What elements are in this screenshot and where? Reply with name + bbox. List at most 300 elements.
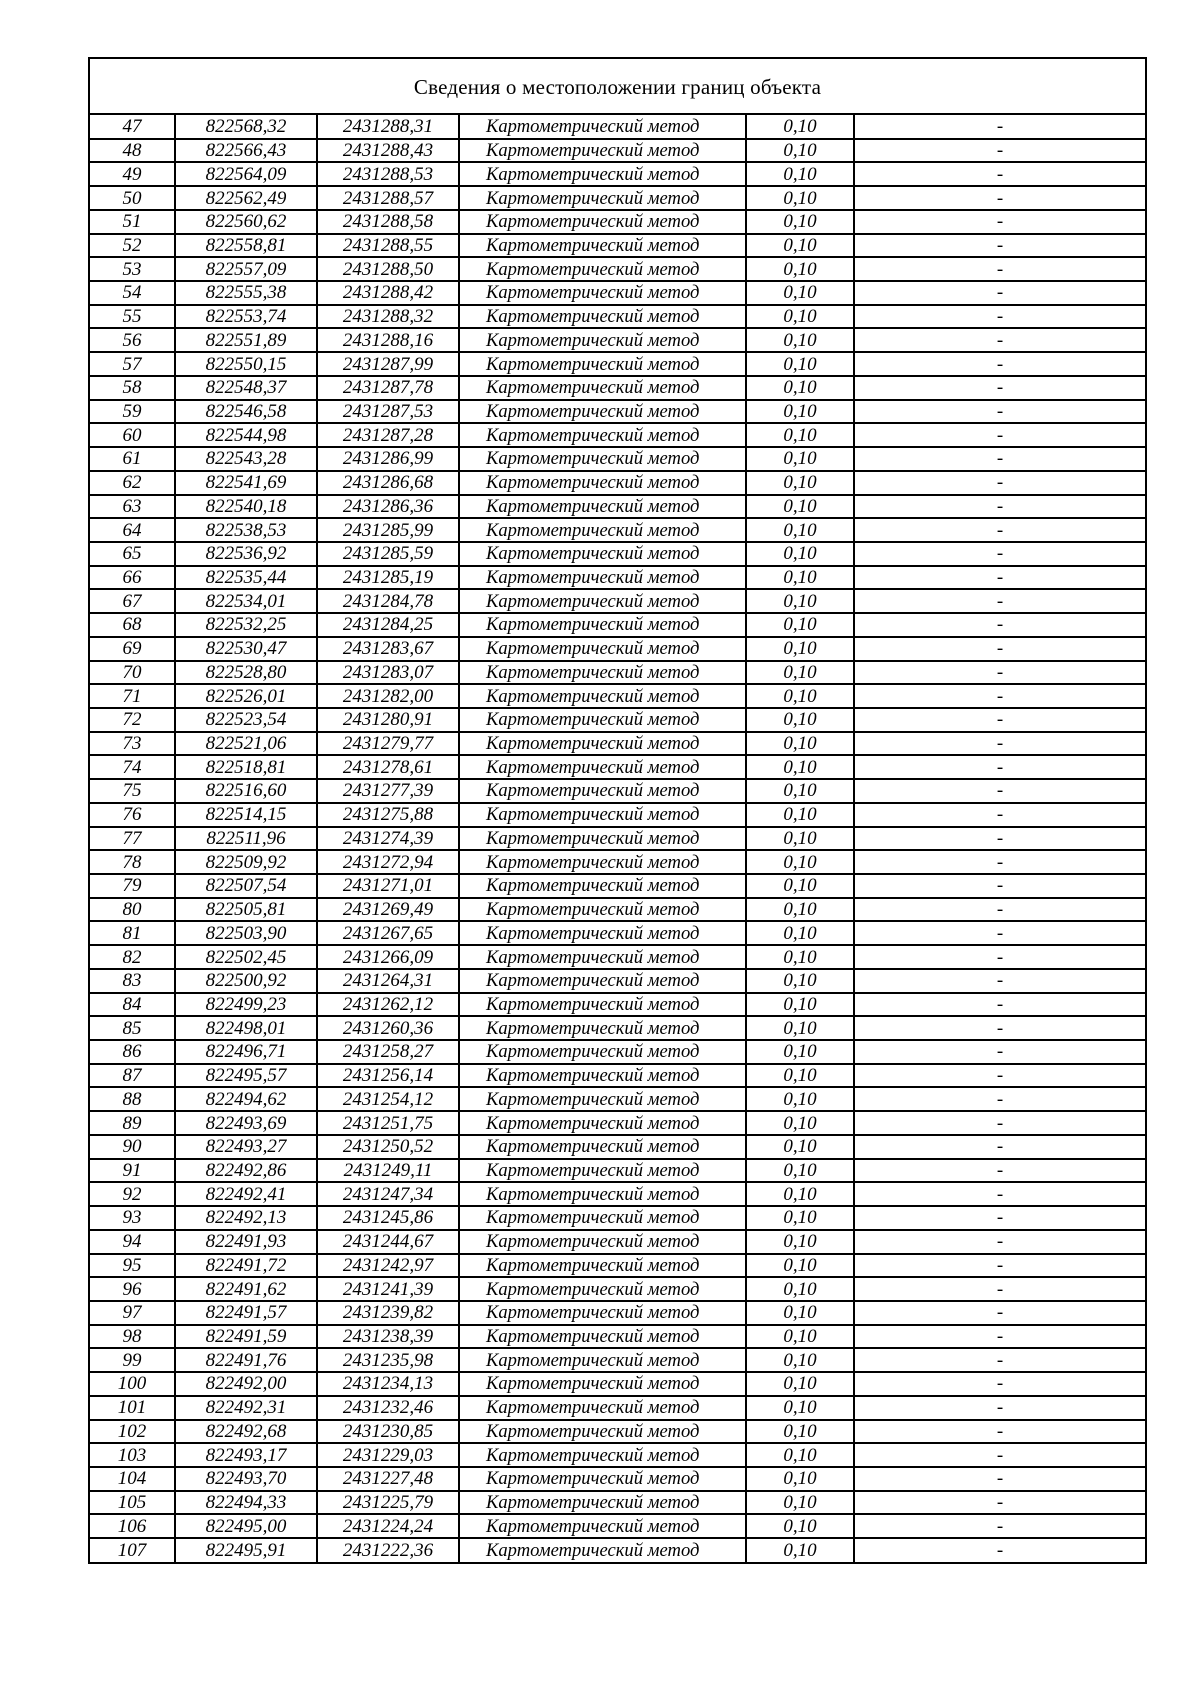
accuracy-cell: 0,10 (746, 637, 854, 661)
description-cell: - (854, 850, 1145, 874)
y-coordinate-cell: 2431224,24 (317, 1514, 459, 1538)
y-coordinate-cell: 2431242,97 (317, 1254, 459, 1278)
description-cell: - (854, 566, 1145, 590)
accuracy-cell: 0,10 (746, 969, 854, 993)
y-coordinate-cell: 2431256,14 (317, 1064, 459, 1088)
accuracy-cell: 0,10 (746, 1277, 854, 1301)
accuracy-cell: 0,10 (746, 1064, 854, 1088)
accuracy-cell: 0,10 (746, 1040, 854, 1064)
y-coordinate-cell: 2431274,39 (317, 827, 459, 851)
table-row (90, 1230, 1145, 1254)
x-coordinate-cell: 822493,70 (175, 1467, 317, 1491)
table-row (90, 850, 1145, 874)
description-cell: - (854, 471, 1145, 495)
description-cell: - (854, 613, 1145, 637)
point-number-cell: 77 (90, 827, 175, 851)
point-number-cell: 105 (90, 1491, 175, 1515)
method-cell: Картометрический метод (459, 1491, 746, 1515)
y-coordinate-cell: 2431280,91 (317, 708, 459, 732)
method-cell: Картометрический метод (459, 400, 746, 424)
accuracy-cell: 0,10 (746, 1420, 854, 1444)
x-coordinate-cell: 822557,09 (175, 257, 317, 281)
y-coordinate-cell: 2431278,61 (317, 755, 459, 779)
accuracy-cell: 0,10 (746, 352, 854, 376)
table-row (90, 234, 1145, 258)
point-number-cell: 74 (90, 755, 175, 779)
y-coordinate-cell: 2431244,67 (317, 1230, 459, 1254)
accuracy-cell: 0,10 (746, 210, 854, 234)
accuracy-cell: 0,10 (746, 376, 854, 400)
point-number-cell: 63 (90, 495, 175, 519)
point-number-cell: 97 (90, 1301, 175, 1325)
point-number-cell: 53 (90, 257, 175, 281)
x-coordinate-cell: 822558,81 (175, 234, 317, 258)
point-number-cell: 99 (90, 1348, 175, 1372)
x-coordinate-cell: 822553,74 (175, 305, 317, 329)
description-cell: - (854, 234, 1145, 258)
method-cell: Картометрический метод (459, 115, 746, 139)
point-number-cell: 98 (90, 1325, 175, 1349)
x-coordinate-cell: 822566,43 (175, 139, 317, 163)
point-number-cell: 103 (90, 1443, 175, 1467)
table-row (90, 210, 1145, 234)
point-number-cell: 95 (90, 1254, 175, 1278)
method-cell: Картометрический метод (459, 139, 746, 163)
accuracy-cell: 0,10 (746, 400, 854, 424)
point-number-cell: 89 (90, 1111, 175, 1135)
accuracy-cell: 0,10 (746, 328, 854, 352)
x-coordinate-cell: 822532,25 (175, 613, 317, 637)
description-cell: - (854, 779, 1145, 803)
method-cell: Картометрический метод (459, 1087, 746, 1111)
point-number-cell: 100 (90, 1372, 175, 1396)
point-number-cell: 58 (90, 376, 175, 400)
method-cell: Картометрический метод (459, 1254, 746, 1278)
y-coordinate-cell: 2431288,55 (317, 234, 459, 258)
description-cell: - (854, 1159, 1145, 1183)
description-cell: - (854, 1182, 1145, 1206)
method-cell: Картометрический метод (459, 447, 746, 471)
point-number-cell: 76 (90, 803, 175, 827)
x-coordinate-cell: 822548,37 (175, 376, 317, 400)
table-row (90, 495, 1145, 519)
table-row (90, 1206, 1145, 1230)
table-row (90, 566, 1145, 590)
table-row (90, 1277, 1145, 1301)
x-coordinate-cell: 822491,72 (175, 1254, 317, 1278)
x-coordinate-cell: 822500,92 (175, 969, 317, 993)
accuracy-cell: 0,10 (746, 495, 854, 519)
table-row (90, 1443, 1145, 1467)
description-cell: - (854, 1514, 1145, 1538)
accuracy-cell: 0,10 (746, 281, 854, 305)
table-row (90, 684, 1145, 708)
table-row (90, 1396, 1145, 1420)
table-row (90, 708, 1145, 732)
point-number-cell: 83 (90, 969, 175, 993)
method-cell: Картометрический метод (459, 969, 746, 993)
point-number-cell: 69 (90, 637, 175, 661)
point-number-cell: 87 (90, 1064, 175, 1088)
description-cell: - (854, 1420, 1145, 1444)
description-cell: - (854, 423, 1145, 447)
accuracy-cell: 0,10 (746, 305, 854, 329)
method-cell: Картометрический метод (459, 1016, 746, 1040)
y-coordinate-cell: 2431239,82 (317, 1301, 459, 1325)
x-coordinate-cell: 822516,60 (175, 779, 317, 803)
y-coordinate-cell: 2431284,78 (317, 589, 459, 613)
method-cell: Картометрический метод (459, 803, 746, 827)
x-coordinate-cell: 822491,76 (175, 1348, 317, 1372)
y-coordinate-cell: 2431229,03 (317, 1443, 459, 1467)
method-cell: Картометрический метод (459, 850, 746, 874)
x-coordinate-cell: 822503,90 (175, 921, 317, 945)
point-number-cell: 61 (90, 447, 175, 471)
x-coordinate-cell: 822543,28 (175, 447, 317, 471)
description-cell: - (996, 1539, 1004, 1561)
method-cell: Картометрический метод (459, 874, 746, 898)
accuracy-cell: 0,10 (746, 186, 854, 210)
description-cell: - (854, 1111, 1145, 1135)
method-cell: Картометрический метод (459, 708, 746, 732)
table-row (90, 1111, 1145, 1135)
y-coordinate-cell: 2431264,31 (317, 969, 459, 993)
y-coordinate-cell: 2431284,25 (317, 613, 459, 637)
description-cell: - (854, 162, 1145, 186)
x-coordinate-cell: 822523,54 (175, 708, 317, 732)
point-number-cell: 101 (90, 1396, 175, 1420)
x-coordinate-cell: 822492,86 (175, 1159, 317, 1183)
y-coordinate-cell: 2431245,86 (317, 1206, 459, 1230)
method-cell: Картометрический метод (459, 1443, 746, 1467)
y-coordinate-cell: 2431275,88 (317, 803, 459, 827)
point-number-cell: 72 (90, 708, 175, 732)
method-cell: Картометрический метод (459, 518, 746, 542)
accuracy-cell: 0,10 (746, 779, 854, 803)
description-cell: - (854, 447, 1145, 471)
accuracy-cell: 0,10 (746, 755, 854, 779)
table-row (90, 779, 1145, 803)
method-cell: Картометрический метод (459, 1064, 746, 1088)
accuracy-cell: 0,10 (746, 1372, 854, 1396)
description-cell: - (854, 400, 1145, 424)
description-cell: - (854, 542, 1145, 566)
method-cell: Картометрический метод (459, 613, 746, 637)
y-coordinate-cell: 2431238,39 (317, 1325, 459, 1349)
method-cell: Картометрический метод (459, 162, 746, 186)
method-cell: Картометрический метод (459, 234, 746, 258)
method-cell: Картометрический метод (459, 1159, 746, 1183)
y-coordinate-cell: 2431267,65 (317, 921, 459, 945)
description-cell: - (854, 969, 1145, 993)
y-coordinate-cell: 2431286,36 (317, 495, 459, 519)
accuracy-cell: 0,10 (746, 139, 854, 163)
table-row (90, 328, 1145, 352)
accuracy-cell: 0,10 (746, 518, 854, 542)
method-cell: Картометрический метод (459, 352, 746, 376)
x-coordinate-cell: 822492,68 (175, 1420, 317, 1444)
y-coordinate-cell: 2431249,11 (317, 1159, 459, 1183)
point-number-cell: 73 (90, 732, 175, 756)
point-number-cell: 52 (90, 234, 175, 258)
accuracy-cell: 0,10 (746, 1514, 854, 1538)
y-coordinate-cell: 2431260,36 (317, 1016, 459, 1040)
y-coordinate-cell: 2431277,39 (317, 779, 459, 803)
coordinates-table-body (90, 115, 1145, 1562)
method-cell: Картометрический метод (459, 637, 746, 661)
description-cell: - (854, 305, 1145, 329)
accuracy-cell: 0,10 (746, 1396, 854, 1420)
point-number-cell: 86 (90, 1040, 175, 1064)
point-number-cell: 48 (90, 139, 175, 163)
accuracy-cell: 0,10 (746, 423, 854, 447)
accuracy-cell: 0,10 (746, 1087, 854, 1111)
method-cell: Картометрический метод (459, 1348, 746, 1372)
table-row (90, 1514, 1145, 1538)
accuracy-cell: 0,10 (746, 1016, 854, 1040)
y-coordinate-cell: 2431283,07 (317, 661, 459, 685)
description-cell: - (854, 1230, 1145, 1254)
table-row (90, 1064, 1145, 1088)
description-cell: - (854, 1040, 1145, 1064)
description-cell: - (854, 352, 1145, 376)
description-cell: - (854, 115, 1145, 139)
accuracy-cell: 0,10 (746, 708, 854, 732)
table-row (90, 803, 1145, 827)
accuracy-cell: 0,10 (746, 921, 854, 945)
table-row (90, 661, 1145, 685)
accuracy-cell: 0,10 (746, 1467, 854, 1491)
point-number-cell: 50 (90, 186, 175, 210)
table-row (90, 827, 1145, 851)
description-cell: - (854, 637, 1145, 661)
x-coordinate-cell: 822495,00 (175, 1514, 317, 1538)
point-number-cell: 65 (90, 542, 175, 566)
method-cell: Картометрический метод (459, 589, 746, 613)
point-number-cell: 68 (90, 613, 175, 637)
table-row (90, 1254, 1145, 1278)
method-cell: Картометрический метод (459, 684, 746, 708)
x-coordinate-cell: 822491,59 (175, 1325, 317, 1349)
table-row (90, 1372, 1145, 1396)
x-coordinate-cell: 822495,57 (175, 1064, 317, 1088)
x-coordinate-cell: 822509,92 (175, 850, 317, 874)
description-cell: - (854, 874, 1145, 898)
x-coordinate-cell: 822496,71 (175, 1040, 317, 1064)
y-coordinate-cell: 2431227,48 (317, 1467, 459, 1491)
description-cell: - (854, 827, 1145, 851)
point-number-cell: 60 (90, 423, 175, 447)
method-cell: Картометрический метод (459, 423, 746, 447)
x-coordinate-cell: 822492,00 (175, 1372, 317, 1396)
accuracy-cell: 0,10 (746, 993, 854, 1017)
y-coordinate-cell: 2431287,78 (317, 376, 459, 400)
y-coordinate-cell: 2431262,12 (317, 993, 459, 1017)
accuracy-cell: 0,10 (746, 1348, 854, 1372)
x-coordinate-cell: 822528,80 (175, 661, 317, 685)
x-coordinate-cell: 822492,31 (175, 1396, 317, 1420)
point-number-cell: 70 (90, 661, 175, 685)
point-number-cell: 64 (90, 518, 175, 542)
x-coordinate-cell: 822535,44 (175, 566, 317, 590)
x-coordinate-cell: 822562,49 (175, 186, 317, 210)
table-row (90, 352, 1145, 376)
point-number-cell: 91 (90, 1159, 175, 1183)
point-number-cell: 84 (90, 993, 175, 1017)
accuracy-cell: 0,10 (746, 1111, 854, 1135)
accuracy-cell: 0,10 (746, 732, 854, 756)
description-cell: - (854, 328, 1145, 352)
accuracy-cell: 0,10 (746, 945, 854, 969)
method-cell: Картометрический метод (459, 1301, 746, 1325)
x-coordinate-cell: 822550,15 (175, 352, 317, 376)
y-coordinate-cell: 2431254,12 (317, 1087, 459, 1111)
x-coordinate-cell: 822491,93 (175, 1230, 317, 1254)
y-coordinate-cell: 2431287,99 (317, 352, 459, 376)
method-cell: Картометрический метод (459, 827, 746, 851)
table-row (90, 1301, 1145, 1325)
method-cell: Картометрический метод (459, 1372, 746, 1396)
accuracy-cell: 0,10 (746, 1182, 854, 1206)
x-coordinate-cell: 822538,53 (175, 518, 317, 542)
table-row (90, 755, 1145, 779)
table-row (90, 400, 1145, 424)
table-row (90, 1348, 1145, 1372)
description-cell: - (854, 1064, 1145, 1088)
y-coordinate-cell: 2431271,01 (317, 874, 459, 898)
method-cell: Картометрический метод (459, 945, 746, 969)
y-coordinate-cell: 2431286,99 (317, 447, 459, 471)
x-coordinate-cell: 822530,47 (175, 637, 317, 661)
accuracy-cell: 0,10 (746, 684, 854, 708)
point-number-cell: 51 (90, 210, 175, 234)
y-coordinate-cell: 2431235,98 (317, 1348, 459, 1372)
point-number-cell: 62 (90, 471, 175, 495)
y-coordinate-cell: 2431282,00 (317, 684, 459, 708)
point-number-cell: 67 (90, 589, 175, 613)
y-coordinate-cell: 2431247,34 (317, 1182, 459, 1206)
table-title: Сведения о местоположении границ объекта (90, 59, 1145, 115)
table-row (90, 993, 1145, 1017)
description-cell: - (854, 993, 1145, 1017)
accuracy-cell: 0,10 (746, 115, 854, 139)
table-row (90, 542, 1145, 566)
description-cell: - (854, 684, 1145, 708)
method-cell: Картометрический метод (459, 281, 746, 305)
point-number-cell: 92 (90, 1182, 175, 1206)
table-row (90, 1087, 1145, 1111)
method-cell: Картометрический метод (459, 1325, 746, 1349)
point-number-cell: 78 (90, 850, 175, 874)
description-cell: - (854, 921, 1145, 945)
description-cell: - (854, 1443, 1145, 1467)
accuracy-cell: 0,10 (746, 874, 854, 898)
x-coordinate-cell: 822511,96 (175, 827, 317, 851)
table-row (90, 1135, 1145, 1159)
x-coordinate-cell: 822521,06 (175, 732, 317, 756)
method-cell: Картометрический метод (459, 1538, 746, 1562)
method-cell: Картометрический метод (459, 1230, 746, 1254)
point-number-cell: 90 (90, 1135, 175, 1159)
x-coordinate-cell: 822502,45 (175, 945, 317, 969)
x-coordinate-cell: 822540,18 (175, 495, 317, 519)
table-row (90, 139, 1145, 163)
x-coordinate-cell: 822526,01 (175, 684, 317, 708)
description-cell: - (854, 1348, 1145, 1372)
point-number-cell: 54 (90, 281, 175, 305)
y-coordinate-cell: 2431288,50 (317, 257, 459, 281)
x-coordinate-cell: 822568,32 (175, 115, 317, 139)
description-cell: - (854, 1372, 1145, 1396)
accuracy-cell: 0,10 (746, 234, 854, 258)
description-cell: - (854, 281, 1145, 305)
table-row (90, 376, 1145, 400)
accuracy-cell: 0,10 (746, 1491, 854, 1515)
description-cell: - (854, 898, 1145, 922)
table-row (90, 447, 1145, 471)
point-number-cell: 47 (90, 115, 175, 139)
y-coordinate-cell: 2431251,75 (317, 1111, 459, 1135)
method-cell: Картометрический метод (459, 1396, 746, 1420)
accuracy-cell: 0,10 (746, 471, 854, 495)
point-number-cell: 66 (90, 566, 175, 590)
method-cell: Картометрический метод (459, 376, 746, 400)
x-coordinate-cell: 822494,62 (175, 1087, 317, 1111)
x-coordinate-cell: 822498,01 (175, 1016, 317, 1040)
method-cell: Картометрический метод (459, 1420, 746, 1444)
x-coordinate-cell: 822493,17 (175, 1443, 317, 1467)
description-cell: - (854, 1087, 1145, 1111)
x-coordinate-cell: 822546,58 (175, 400, 317, 424)
description-cell: - (854, 1396, 1145, 1420)
y-coordinate-cell: 2431288,42 (317, 281, 459, 305)
x-coordinate-cell: 822555,38 (175, 281, 317, 305)
x-coordinate-cell: 822514,15 (175, 803, 317, 827)
point-number-cell: 104 (90, 1467, 175, 1491)
x-coordinate-cell: 822493,27 (175, 1135, 317, 1159)
table-row (90, 423, 1145, 447)
x-coordinate-cell: 822499,23 (175, 993, 317, 1017)
table-row (90, 732, 1145, 756)
y-coordinate-cell: 2431266,09 (317, 945, 459, 969)
accuracy-cell: 0,10 (746, 1443, 854, 1467)
table-row (90, 945, 1145, 969)
accuracy-cell: 0,10 (746, 803, 854, 827)
method-cell: Картометрический метод (459, 495, 746, 519)
table-row (90, 162, 1145, 186)
description-cell: - (854, 1301, 1145, 1325)
table-row (90, 471, 1145, 495)
table-row (90, 281, 1145, 305)
x-coordinate-cell: 822534,01 (175, 589, 317, 613)
description-cell: - (854, 257, 1145, 281)
description-cell: - (854, 732, 1145, 756)
method-cell: Картометрический метод (459, 542, 746, 566)
y-coordinate-cell: 2431232,46 (317, 1396, 459, 1420)
point-number-cell: 107 (90, 1538, 175, 1562)
table-row (90, 969, 1145, 993)
y-coordinate-cell: 2431286,68 (317, 471, 459, 495)
description-cell: - (854, 945, 1145, 969)
table-row (90, 898, 1145, 922)
table-row (90, 1420, 1145, 1444)
y-coordinate-cell: 2431288,57 (317, 186, 459, 210)
y-coordinate-cell: 2431269,49 (317, 898, 459, 922)
table-row (90, 186, 1145, 210)
table-row (90, 1159, 1145, 1183)
point-number-cell: 93 (90, 1206, 175, 1230)
y-coordinate-cell: 2431250,52 (317, 1135, 459, 1159)
